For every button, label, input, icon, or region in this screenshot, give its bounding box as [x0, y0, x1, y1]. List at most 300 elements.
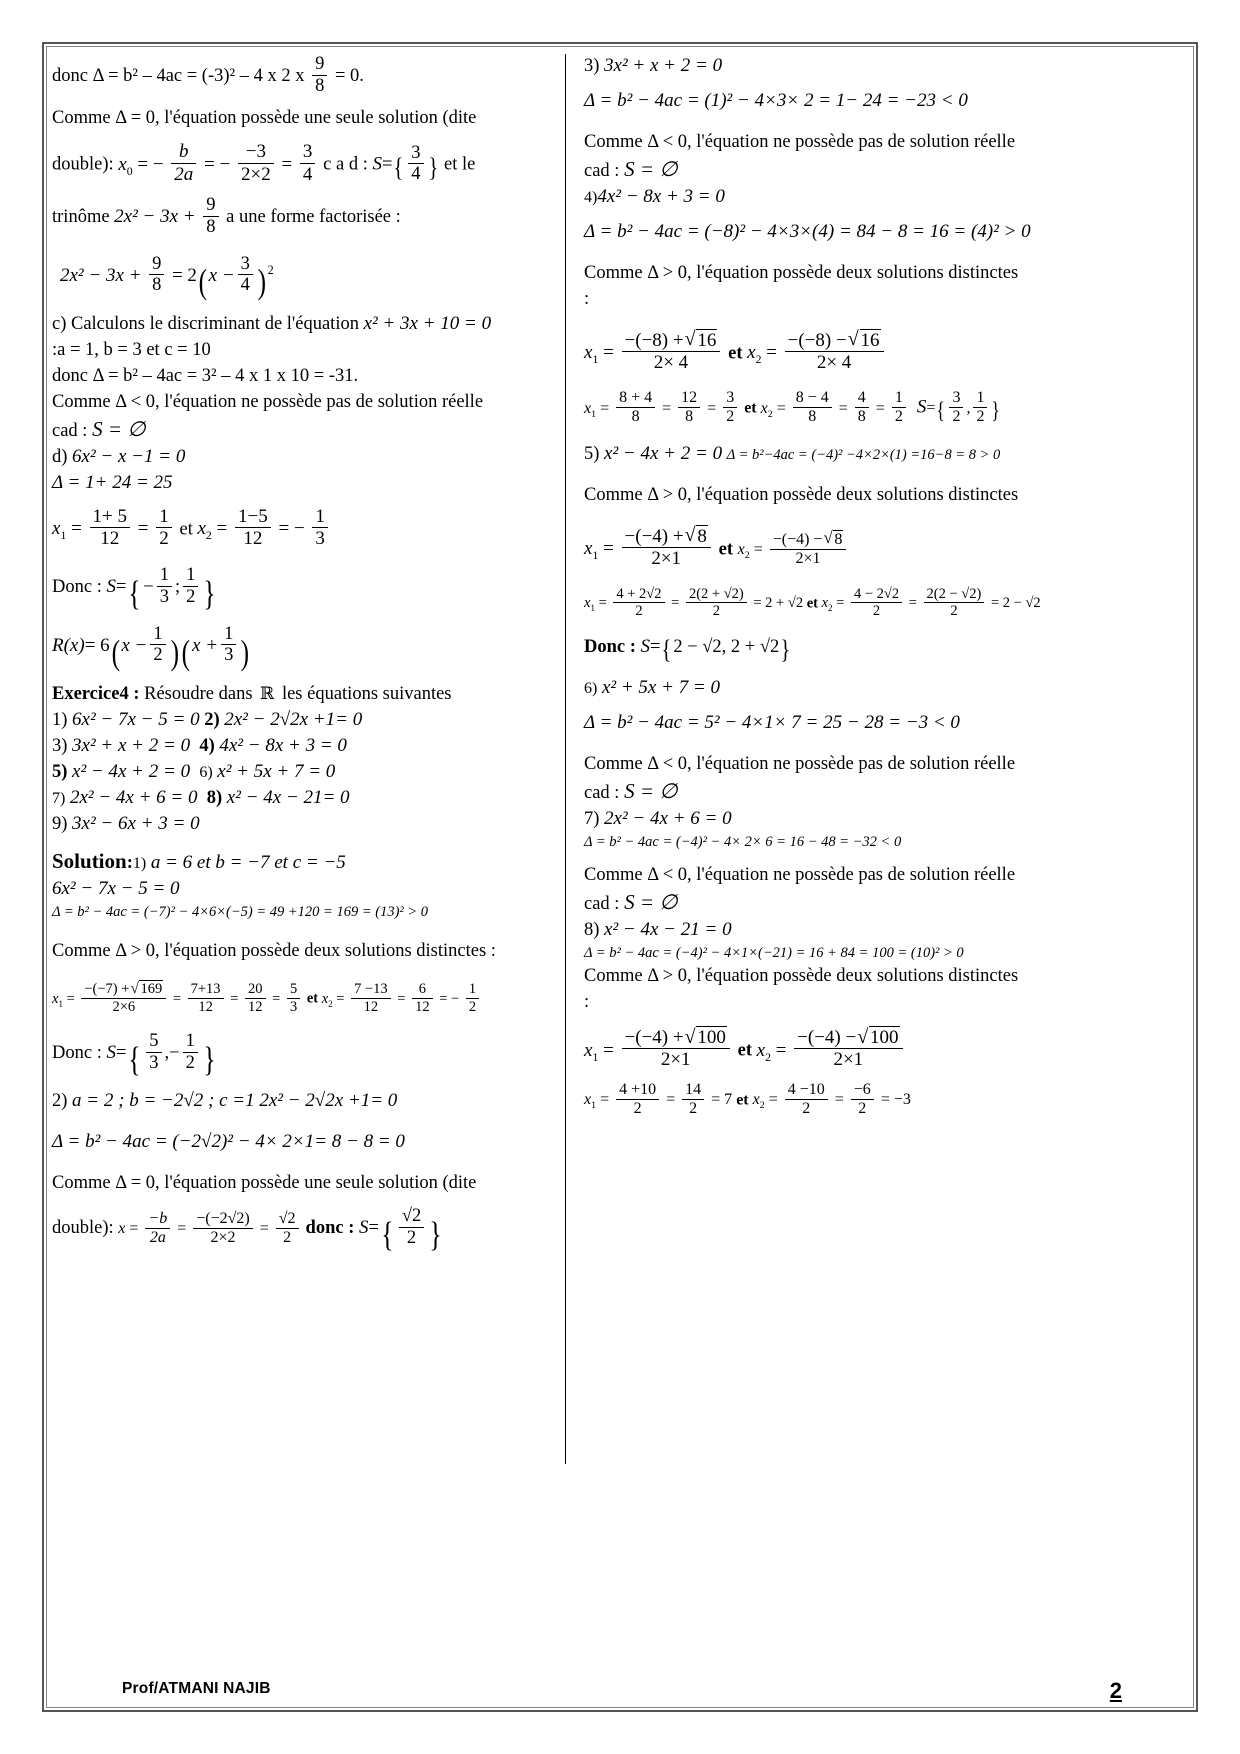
trinome-polynomial: 2x² − 3x +: [114, 206, 196, 228]
x2-symbol: x: [197, 518, 206, 540]
fraction-numerator: 5: [146, 1031, 161, 1053]
fraction-denominator: 12: [363, 998, 379, 1015]
fraction-5-3: [287, 981, 300, 1014]
fraction-numerator: 2(2 + √2): [686, 586, 747, 603]
exercise-row: [52, 708, 547, 733]
fraction-numerator: [794, 1025, 902, 1049]
x2-symbol: x: [760, 399, 768, 417]
solution-1-comme: Comme Δ > 0, l'équation possède deux solutions distinctes :: [52, 940, 496, 961]
item-8-simplified-roots: $x_1$ = $\frac{4 +10}{2}$ = $\frac{14}{2}$ = 7 et $x_2$ = $\frac{4 -10}{2}$ = $\frac{-6}{2}$ = −3: [584, 1080, 911, 1117]
fraction-1-2-result: [466, 981, 479, 1014]
set-minus-sign: −: [143, 577, 154, 598]
item-8-colon: :: [584, 992, 590, 1013]
solution-2-comme: Comme Δ = 0, l'équation possède une seule solution (dite: [52, 1173, 477, 1194]
sqrt-icon: [848, 328, 881, 351]
brace-close: }: [780, 633, 791, 664]
et-separator: et: [718, 539, 733, 560]
numerator-left: −(−8) −: [787, 329, 847, 351]
part-c-equation: x² + 3x + 10 = 0: [363, 313, 492, 334]
set-fraction-1-3: [157, 565, 172, 607]
set-fraction-1-2: [973, 389, 987, 426]
item-4-simplified-roots: $x_1$ = $\frac{8 + 4}{8}$ = $\frac{12}{8}$ = $\frac{3}{2}$ et $x_2$ = $\frac{8 - 4}{8}$ = $\frac{4}{8}$ = $\frac{1}{2}$ S={ $\frac{3}{2}$ , $\frac{1}{2}$ }: [584, 389, 1001, 426]
fraction-denominator: 4: [411, 164, 421, 185]
paren-open: (: [198, 262, 208, 302]
fraction-3-over-4: [300, 141, 316, 185]
cad-label: cad :: [584, 160, 620, 181]
item-3-number: 3): [584, 56, 600, 76]
fraction-denominator: 2×1: [660, 1049, 691, 1071]
item-6-delta-text: Δ = b² − 4ac = 5² − 4×1× 7 = 25 − 28 = −3 < 0: [584, 712, 960, 734]
exercice4-instruction-a: Résoudre dans: [144, 684, 253, 705]
item-8-comme: Comme Δ > 0, l'équation possède deux solutions distinctes: [584, 966, 1019, 987]
part-d-roots: [52, 506, 547, 550]
x1-symbol: x: [584, 1039, 593, 1061]
fraction-denominator: 2: [976, 408, 985, 426]
fraction-denominator: 2: [468, 998, 477, 1015]
fraction-numerator: 4: [855, 389, 869, 408]
fraction-denominator: 2: [712, 602, 720, 619]
fraction-numerator: 4 +10: [616, 1081, 659, 1100]
numerator-left: −(−4) −: [772, 530, 823, 548]
R-symbol: R: [52, 634, 64, 656]
forme-factorisee-text: a une forme factorisée :: [226, 207, 401, 228]
exercise-equation: 4x² − 8x + 3 = 0: [219, 735, 347, 757]
factored-form-equation: [52, 253, 547, 302]
fraction-denominator: 2: [802, 1099, 811, 1117]
x1-subscript: 1: [590, 603, 595, 614]
exercice4-heading: [52, 682, 547, 707]
x1-subscript: 1: [58, 999, 63, 1010]
fraction-1-over-2: [156, 506, 172, 550]
empty-set-result: S = ∅: [624, 156, 678, 181]
fraction-denominator: 2a: [149, 1228, 166, 1246]
item-8-delta-text: Δ = b² − 4ac = (−4)² − 4×1×(−21) = 16 + 84 = 100 = (10)² > 0: [584, 944, 964, 961]
fraction-9-8-factored: [149, 254, 164, 296]
fraction-numerator: −6: [851, 1081, 874, 1100]
solution-title: Solution: [52, 849, 127, 873]
exercise-equation: 3x² + x + 2 = 0: [72, 735, 191, 757]
item-5-delta-text: Δ = b²−4ac = (−4)² −4×2×(1) =16−8 = 8 > 0: [726, 447, 1001, 464]
part-d-equation: 6x² − x −1 = 0: [72, 445, 186, 467]
fraction-numerator: [770, 529, 847, 550]
fraction-denominator: 3: [289, 998, 298, 1015]
radicand: 16: [697, 329, 717, 351]
set-fraction-1-2: [183, 565, 198, 607]
x1-subscript: 1: [60, 528, 67, 542]
fraction-denominator: 3: [224, 645, 234, 666]
fraction-denominator: 8: [631, 408, 640, 426]
x1-subscript: 1: [591, 409, 597, 421]
fraction-x2-item8: [794, 1025, 902, 1071]
exercise-number: 2): [204, 710, 220, 731]
item-8-roots: $x_1$ = $\frac{-(-4) + √ 100}{2\times 1}$ et $x_2$ = $\frac{-(-4) - √ 100}{2\times 1}$: [584, 1025, 1165, 1071]
fraction-numerator: 1: [156, 506, 172, 528]
brace-open: {: [128, 574, 141, 614]
solution-item-number: 1): [132, 855, 147, 872]
numerator-left: −(−4) +: [624, 1027, 684, 1049]
trinome-label: trinôme: [52, 207, 110, 228]
solution-1-set: Donc : S={ $\frac{5}{3}$ ,− $\frac{1}{2}$ }: [52, 1030, 216, 1079]
item-7-number: 7): [584, 809, 600, 830]
part-d-solution-set: [52, 565, 547, 614]
fraction-denominator: 2× 4: [816, 352, 852, 374]
solution-1-discriminant: [52, 903, 547, 923]
x1-symbol: x: [584, 342, 593, 364]
item-4-colon: :: [584, 288, 590, 309]
fraction-numerator: 1: [183, 1031, 198, 1053]
x1-subscript: 1: [592, 352, 599, 366]
part-c-text: c) Calculons le discriminant de l'équation: [52, 314, 359, 334]
fraction-numerator: 1: [973, 389, 987, 408]
item-4-heading: [584, 185, 1165, 210]
R-factor1-x: x −: [121, 634, 148, 656]
fraction-4plus2sqrt2-2: [613, 586, 664, 619]
x1-symbol: x: [52, 518, 61, 540]
fraction-numerator: 3: [238, 254, 253, 276]
item-5-x2-result: = 2 − √2: [990, 595, 1041, 612]
fraction-numerator: 1: [312, 506, 328, 528]
radicand: 8: [834, 530, 843, 548]
x2-subscript: 2: [744, 550, 750, 562]
fraction-numerator: 20: [245, 981, 266, 998]
set-fraction-3-4: [408, 143, 423, 185]
exercise-number: 4): [199, 736, 215, 757]
part-c-coefficients: :a = 1, b = 3 et c = 10: [52, 339, 211, 360]
fraction-numerator: 1: [183, 565, 198, 587]
item-6-number: 6): [584, 680, 598, 698]
cad-label: cad :: [52, 420, 88, 441]
fraction-denominator: 2: [153, 645, 163, 666]
item-5-comme: Comme Δ > 0, l'équation possède deux solutions distinctes: [584, 485, 1019, 506]
double-label: double):: [52, 154, 114, 175]
fraction-8minus4-8: [793, 389, 832, 426]
donc-delta-tail: = 0.: [334, 66, 364, 87]
radicand: 8: [697, 526, 707, 548]
fraction-numerator: 5: [287, 981, 300, 998]
item-4-discriminant: [584, 220, 1165, 245]
R-argument: (x): [63, 634, 85, 656]
fraction-x1-item5: [622, 524, 711, 570]
item-7-delta-text: Δ = b² − 4ac = (−4)² − 4× 2× 6 = 16 − 48 = −32 < 0: [584, 834, 902, 851]
fraction-7plus13-12: [188, 981, 224, 1014]
fraction-denominator: 8: [152, 275, 162, 296]
exercise-row: [52, 812, 547, 837]
x2-subscript: 2: [755, 352, 762, 366]
fraction-2times2plussqrt2-2: [686, 586, 747, 619]
fraction-denominator: 4: [302, 163, 313, 185]
x2-equals: =: [216, 518, 228, 540]
fraction-7minus13-12: [351, 981, 391, 1014]
fraction-denominator: 2: [185, 1052, 195, 1073]
factored-lhs: 2x² − 3x +: [60, 264, 142, 286]
exercise-number: 5): [52, 762, 68, 783]
fraction-numerator: 3: [408, 143, 423, 165]
solution-1-delta-text: Δ = b² − 4ac = (−7)² − 4×6×(−5) = 49 +120 = 169 = (13)² > 0: [52, 903, 429, 920]
x2-subscript: 2: [328, 999, 333, 1010]
S-symbol: S: [106, 576, 116, 598]
item-3-discriminant: [584, 89, 1165, 114]
sqrt-icon: [823, 529, 843, 549]
part-c-comme: Comme Δ < 0, l'équation ne possède pas de solution réelle: [52, 391, 484, 412]
fraction-denominator: 2: [406, 1228, 417, 1248]
fraction-4plus10-2: [616, 1081, 659, 1118]
fraction-denominator: 3: [159, 587, 169, 608]
fraction-numerator: 8 + 4: [616, 389, 655, 408]
x1-subscript: 1: [591, 1100, 597, 1112]
x2-subscript: 2: [759, 1100, 765, 1112]
fraction-numerator: −(−2√2): [193, 1210, 252, 1229]
exercise-number: 3): [52, 736, 68, 757]
fraction-denominator: 8: [685, 408, 694, 426]
fraction-denominator: 2×1: [651, 548, 682, 570]
radicand: 169: [140, 981, 163, 998]
fraction-numerator: 1: [150, 624, 165, 646]
part-c-discriminant: donc Δ = b² – 4ac = 3² – 4 x 1 x 10 = -31.: [52, 365, 359, 386]
item-8-discriminant: [584, 944, 1165, 964]
solution-1-coefficients: a = 6 et b = −7 et c = −5: [150, 852, 346, 873]
fraction-denominator: 12: [100, 528, 120, 550]
page-footer: [0, 1658, 1240, 1703]
numerator-left: −(−4) −: [797, 1027, 857, 1049]
part-c-label: [52, 312, 547, 337]
brace-open: {: [393, 151, 404, 182]
part-d-label: [52, 445, 547, 470]
fraction-x1-item4: [622, 328, 721, 374]
item-7-equation: 2x² − 4x + 6 = 0: [604, 808, 732, 830]
fraction-numerator: 2(2 − √2): [924, 586, 985, 603]
item-3-cad: [584, 156, 1165, 184]
S-symbol: S: [359, 1217, 369, 1239]
brace-close: }: [429, 1215, 442, 1255]
item-4-equation: 4x² − 8x + 3 = 0: [597, 185, 725, 207]
fraction-x2-item4: [785, 328, 884, 374]
x1-symbol: x: [584, 538, 593, 560]
item-8-number: 8): [584, 919, 600, 940]
fraction-denominator: 2a: [174, 163, 194, 185]
fraction-9-8-trinome: [203, 195, 218, 237]
paren-close-2: ): [240, 632, 250, 672]
brace-close: }: [428, 151, 438, 182]
fraction-8plus4-8: [616, 389, 655, 426]
solution-1-roots: $x_1$ = $\frac{-(-7) + √ 169}{2\times 6}$ = $\frac{7+13}{12}$ = $\frac{20}{12}$ = $\frac{5}{3}$ et $x_2$ = $\frac{7 -13}{12}$ = $\frac{6}{12}$ = − $\frac{1}{2}$: [52, 979, 547, 1014]
item-7-heading: [584, 807, 1165, 832]
exercise-equation: 3x² − 6x + 3 = 0: [72, 813, 200, 835]
exercise-number: 6): [199, 764, 213, 782]
exercise-equation: 2x² − 2√2x +1= 0: [224, 709, 363, 731]
equals-3: =: [281, 153, 293, 175]
item-3-equation: 3x² + x + 2 = 0: [604, 55, 723, 76]
fraction-14-2: [682, 1081, 704, 1118]
set-fraction-sqrt2-2: [399, 1206, 424, 1248]
numerator-left: −(−8) +: [624, 329, 684, 351]
exercise-row: [52, 734, 547, 759]
item-4-roots: $x_1$ = $\frac{-(-8) + √ 16}{2\times 4}$ et $x_2$ = $\frac{-(-8) - √ 16}{2\times 4}$: [584, 328, 1165, 374]
fraction-numerator: √2: [399, 1206, 424, 1228]
part-d-delta-value: Δ = 1+ 24 = 25: [52, 471, 173, 493]
fraction-4minus2sqrt2-2: [851, 586, 902, 619]
x1-symbol: x: [52, 991, 59, 1008]
solution-2-root: double): x = $\frac{-b}{2a}$ = $\frac{-(-2√2)}{2\times 2}$ = $\frac{√2}{2}$ donc : S={ $\frac{√2}{2}$ }: [52, 1206, 442, 1255]
item-4-number: 4): [584, 188, 598, 206]
set-fraction-5-3: [146, 1031, 161, 1073]
sqrt-icon: [857, 1025, 899, 1048]
fraction-denominator: 2×1: [833, 1049, 864, 1071]
fraction-1minus5-over-12: [235, 506, 271, 550]
fraction-denominator: 2×2: [240, 163, 271, 185]
item-8-equation: x² − 4x − 21 = 0: [604, 918, 732, 940]
fraction-denominator: 2: [159, 528, 169, 550]
et-separator: et: [179, 519, 193, 540]
item-5-roots: $x_1$ = $\frac{-(-4) + √ 8}{2\times 1}$ et $x_2$ = $\frac{-(-4) - √ 8}{2\times 1}$: [584, 524, 1165, 570]
fraction-numerator: 4 − 2√2: [851, 586, 902, 603]
fraction-numerator: 9: [312, 54, 327, 76]
part-c-cad: [52, 416, 547, 444]
item-5-heading: [584, 442, 1165, 467]
fraction-b-over-2a: [171, 141, 196, 185]
part-d-factored-R: [52, 623, 547, 672]
exercise-equation: x² − 4x − 21= 0: [226, 787, 350, 809]
right-column: [580, 54, 1165, 1464]
fraction-6-12: [412, 981, 433, 1014]
fraction-numerator: 1: [892, 389, 906, 408]
fraction-x1-item8: [622, 1025, 730, 1071]
empty-set-result: S = ∅: [624, 889, 678, 914]
et-separator: et: [728, 343, 743, 364]
part-d-discriminant: [52, 471, 547, 496]
fraction-numerator: 8 − 4: [793, 389, 832, 408]
fraction-numerator: 4 + 2√2: [613, 586, 664, 603]
x0-subscript: 0: [126, 164, 133, 178]
equals-minus-1: = −: [137, 153, 164, 175]
R-equals-6: = 6: [84, 634, 110, 656]
x2-equals-2: = −: [278, 518, 305, 540]
fraction-numerator: 9: [149, 254, 164, 276]
fraction-numerator: 12: [678, 389, 700, 408]
fraction-minus3-over-2x2: [238, 141, 274, 185]
x1-equals-2: =: [137, 518, 149, 540]
item-4-comme: Comme Δ > 0, l'équation possède deux solutions distinctes: [584, 262, 1019, 283]
equals-minus-2: = −: [204, 153, 231, 175]
fraction-denominator: 2: [952, 408, 961, 426]
fraction-denominator: 3: [149, 1052, 159, 1073]
paren-close: ): [257, 262, 266, 302]
exercice4-title: Exercice4 :: [52, 684, 140, 705]
sqrt-icon: [685, 524, 708, 547]
et-le-tail: et le: [444, 154, 476, 175]
item-8-heading: [584, 918, 1165, 943]
x2-symbol: x: [821, 595, 829, 612]
exercise-number: 7): [52, 790, 66, 808]
factored-exponent: 2: [267, 262, 274, 277]
solution-1-eq-text: 6x² − 7x − 5 = 0: [52, 877, 180, 899]
fraction-denominator: 2×2: [210, 1228, 236, 1246]
fraction-numerator: b: [171, 141, 196, 163]
item-5-number: 5): [584, 444, 600, 465]
fraction-denominator: 12: [415, 998, 430, 1015]
sqrt-icon: [685, 1025, 727, 1048]
x1-symbol: x: [584, 1091, 592, 1109]
exercise-equation: x² + 5x + 7 = 0: [217, 761, 336, 783]
fraction-denominator: 2: [186, 587, 196, 608]
fraction-numerator: −b: [145, 1210, 170, 1229]
solution-colon: :: [126, 853, 133, 873]
fraction-1-3-R: [221, 624, 236, 666]
R-factor2-x: x +: [192, 634, 219, 656]
item-6-discriminant: [584, 711, 1165, 736]
fraction-denominator: 2: [858, 1099, 867, 1117]
fraction-denominator: 2×1: [795, 549, 821, 567]
fraction-20-12: [245, 981, 266, 1014]
fraction-numerator: 1−5: [235, 506, 271, 528]
paren-open-2: (: [181, 632, 191, 672]
item-3-heading: [584, 54, 1165, 79]
solution-2-number: 2): [52, 1091, 68, 1112]
left-column: [52, 54, 557, 1464]
fraction-denominator: 8: [315, 75, 325, 96]
fraction-denominator: 2: [633, 1099, 642, 1117]
factored-inner-x: x −: [208, 264, 235, 286]
paren-close-1: ): [170, 632, 179, 672]
item-3-comme: Comme Δ < 0, l'équation ne possède pas de solution réelle: [584, 131, 1016, 152]
radicand: 100: [870, 1027, 899, 1049]
x-symbol: x: [118, 1220, 126, 1238]
exercise-row: [52, 786, 547, 811]
item-6-equation: x² + 5x + 7 = 0: [601, 677, 720, 699]
fraction-denominator: 2: [726, 408, 735, 426]
S-equals: =: [381, 154, 393, 175]
fraction-numerator: 3: [949, 389, 963, 408]
x1-subscript: 1: [592, 1050, 599, 1064]
solution-double-line: [52, 141, 547, 185]
set-fraction-1-2: [183, 1031, 198, 1073]
fraction-numerator: √2: [276, 1210, 299, 1229]
x2-symbol: x: [747, 342, 756, 364]
solution-1-equation: [52, 877, 547, 902]
fraction-1-over-3: [312, 506, 328, 550]
fraction-4minus10-2: [785, 1081, 828, 1118]
fraction-numerator: 7 −13: [351, 981, 391, 998]
fraction-denominator: 8: [857, 408, 866, 426]
fraction-denominator: 2: [894, 408, 903, 426]
fraction-numerator: [622, 524, 711, 548]
empty-set-result: S = ∅: [624, 779, 678, 804]
fraction-denominator: 12: [248, 998, 263, 1015]
brace-open: {: [662, 633, 672, 664]
S-equals: =: [115, 577, 127, 598]
donc-label: Donc :: [52, 1043, 102, 1064]
item-5-solution-set: Donc : S={2 − √2, 2 + √2}: [584, 633, 791, 664]
S-symbol: S: [640, 636, 651, 658]
item-7-cad: [584, 889, 1165, 917]
exercise-number: 1): [52, 710, 68, 731]
fraction-minus6-2: [851, 1081, 874, 1118]
fraction-numerator: 1: [157, 565, 172, 587]
x2-subscript: 2: [828, 603, 833, 614]
x1-symbol: x: [584, 595, 591, 612]
fraction-denominator: 2: [635, 602, 643, 619]
footer-author: Prof/ATMANI NAJIB: [122, 1680, 271, 1697]
item-5-equation: x² − 4x + 2 = 0: [604, 443, 723, 465]
fraction-numerator: [785, 328, 884, 352]
exercice4-instruction-b: les équations suivantes: [281, 684, 452, 705]
fraction-numerator: [622, 328, 721, 352]
fraction-numerator: 14: [682, 1081, 704, 1100]
et-separator: et: [737, 1040, 752, 1061]
fraction-x2-item5: [770, 529, 847, 568]
fraction-12-8: [678, 389, 700, 426]
fraction-2times2minussqrt2-2: [924, 586, 985, 619]
x2-symbol: x: [756, 1039, 766, 1061]
